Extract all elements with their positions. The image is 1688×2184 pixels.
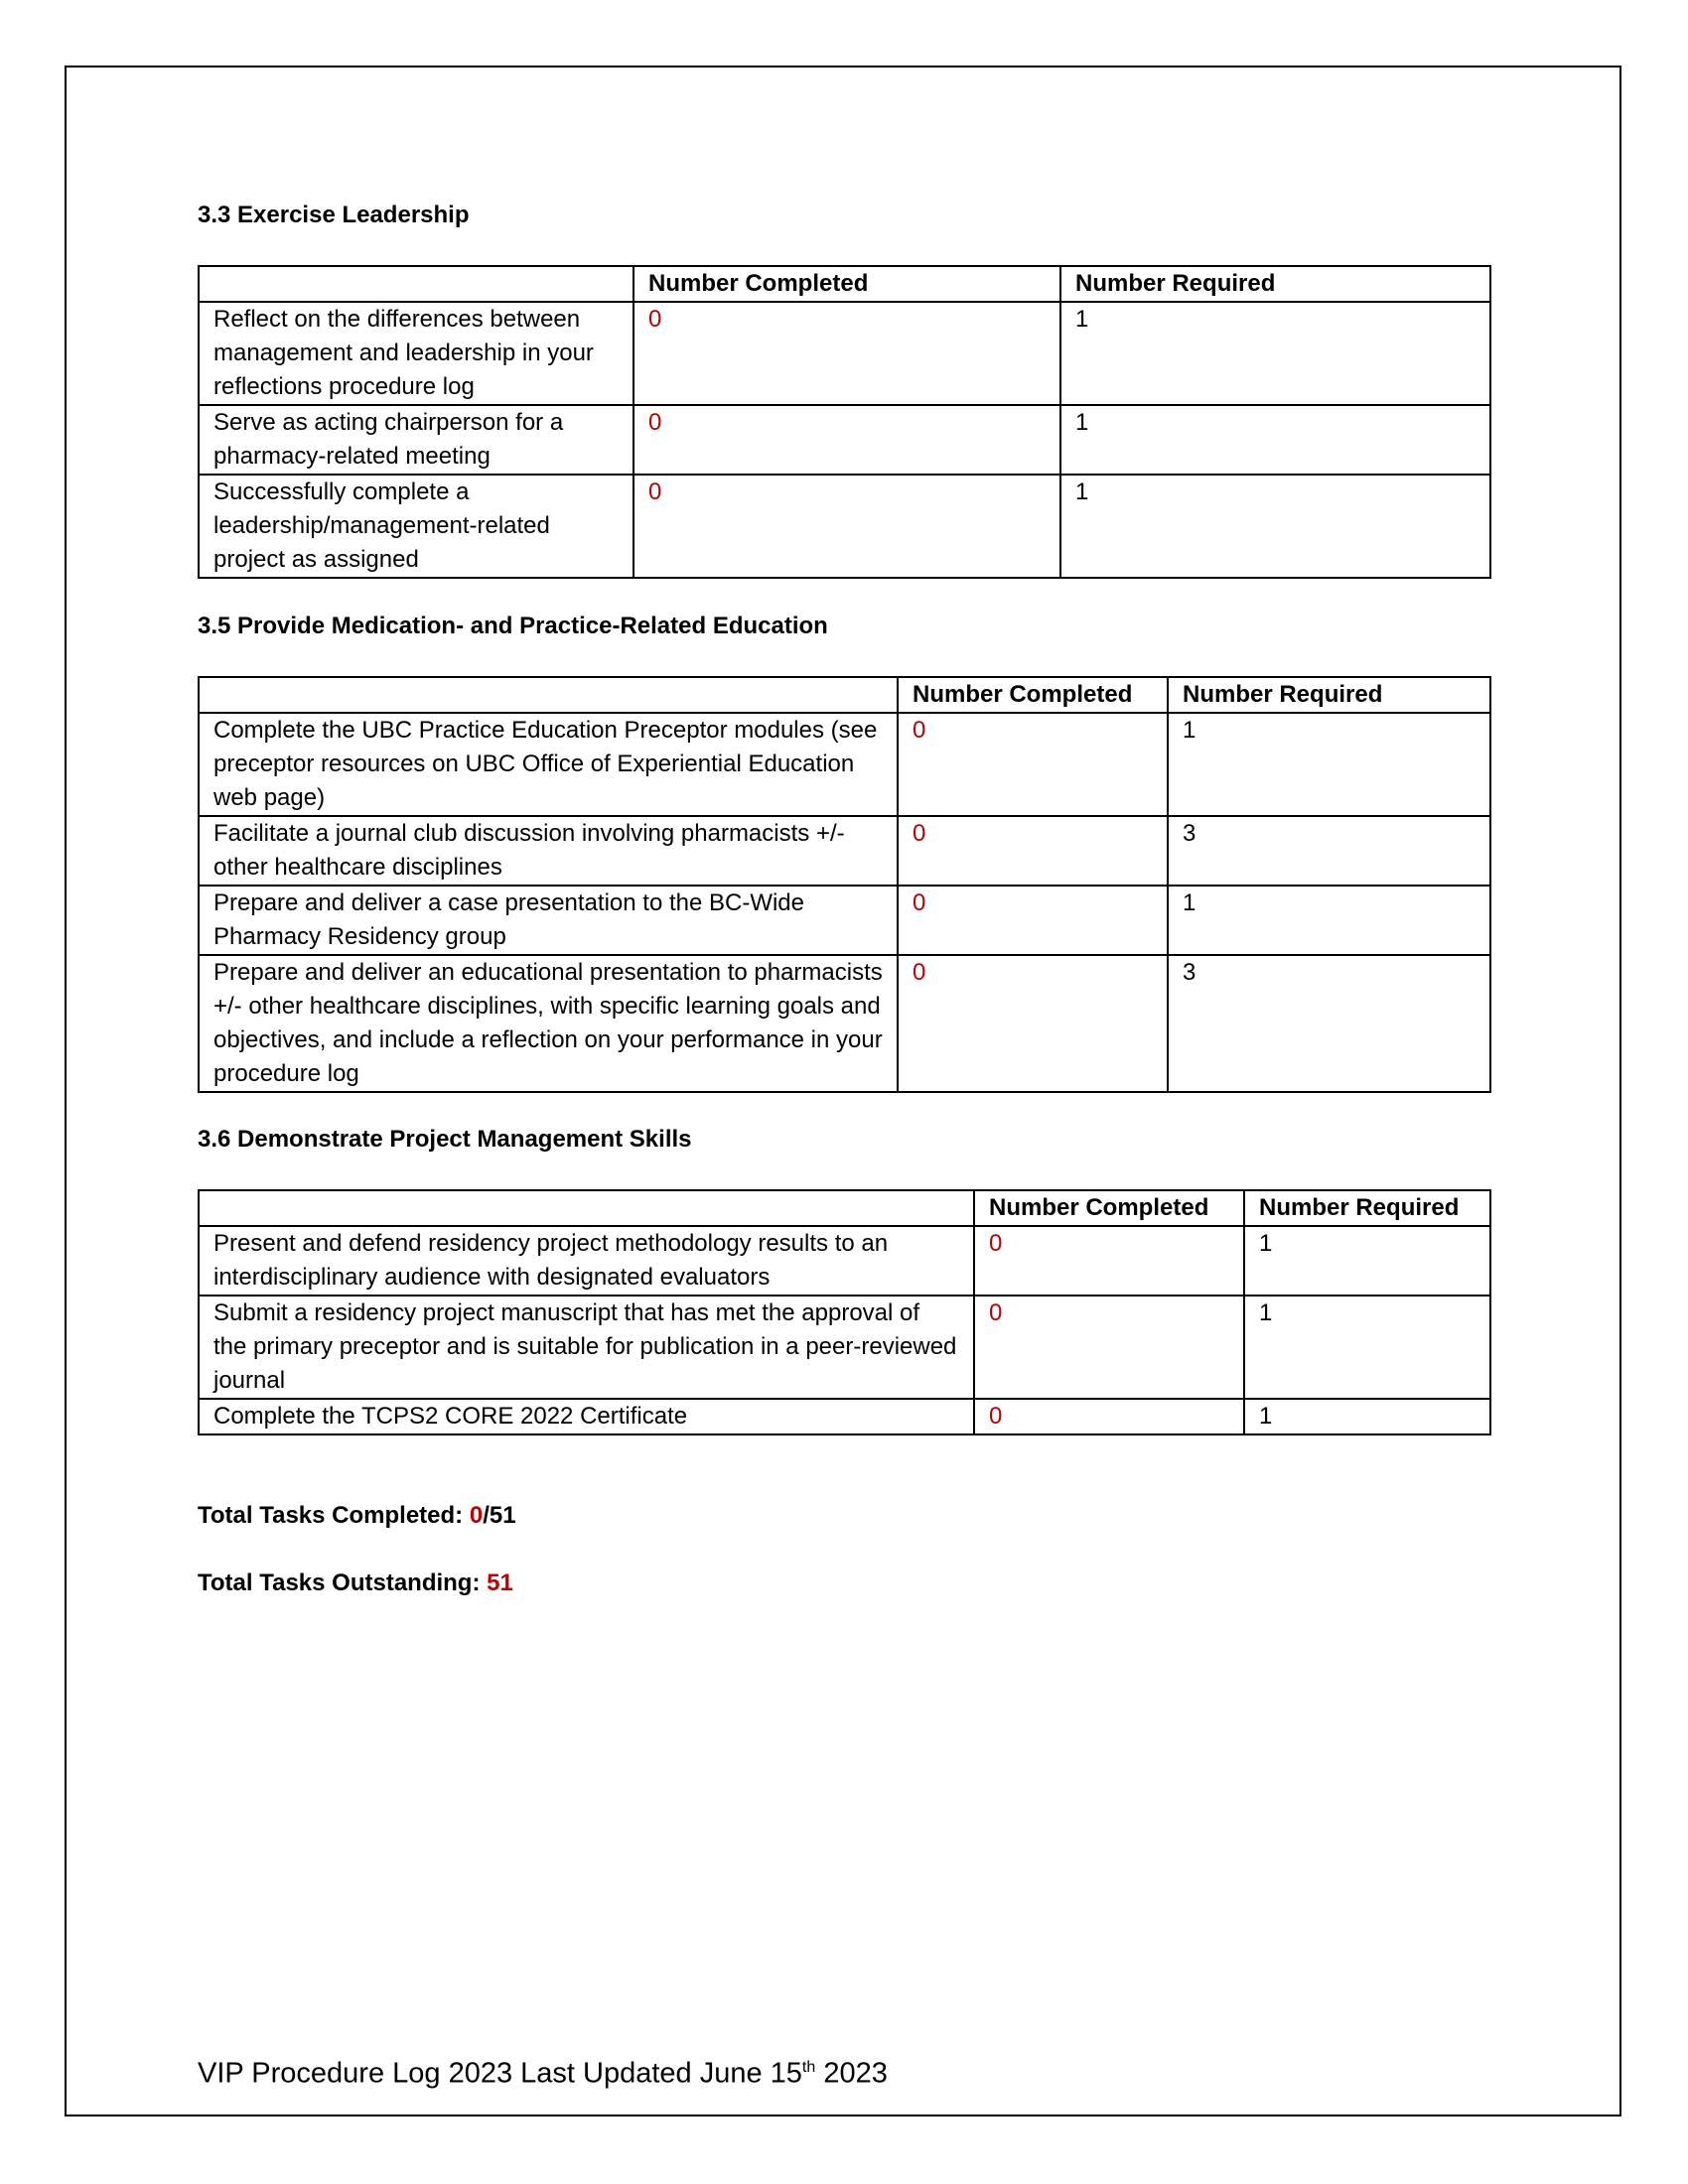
total-tasks-outstanding [198,1569,513,1598]
total-tasks-completed [198,1501,516,1531]
number-required: 1 [1060,302,1490,405]
table-row [199,816,1490,886]
number-completed: 0 [633,475,1060,578]
task-description: Facilitate a journal club discussion involving pharmacists +/- other healthcare disciplines [199,816,898,886]
table-header-row [199,677,1490,713]
page-footer [198,2050,888,2092]
number-required: 1 [1244,1226,1490,1296]
section-title-3-6: 3.6 Demonstrate Project Management Skills [198,1126,692,1153]
table-row [199,475,1490,578]
number-completed: 0 [898,713,1168,816]
number-completed: 0 [633,405,1060,475]
task-description: Serve as acting chairperson for a pharmacy-related meeting [199,405,633,475]
number-required: 1 [1060,405,1490,475]
footer-text: VIP Procedure Log 2023 Last Updated June 15 [198,2057,802,2090]
number-required: 1 [1060,475,1490,578]
table-header-row [199,266,1490,302]
total-completed-of: /51 [483,1502,516,1529]
header-number-completed: Number Completed [633,266,1060,302]
task-description: Prepare and deliver an educational presentation to pharmacists +/- other healthcare disciplines, with specific learning goals and objectives, and include a reflection on your performance in your procedure log [199,955,898,1092]
number-required: 1 [1168,886,1490,955]
task-description: Successfully complete a leadership/management-related project as assigned [199,475,633,578]
header-task [199,266,633,302]
number-required: 1 [1244,1399,1490,1434]
total-completed-value: 0 [469,1502,484,1529]
total-completed-label: Total Tasks Completed: [198,1502,470,1529]
number-completed: 0 [898,816,1168,886]
table-row [199,302,1490,405]
table-row [199,1226,1490,1296]
task-description: Submit a residency project manuscript that has met the approval of the primary preceptor and is suitable for publication in a peer-reviewed journal [199,1296,974,1399]
task-description: Complete the TCPS2 CORE 2022 Certificate [199,1399,974,1434]
number-required: 1 [1168,713,1490,816]
number-completed: 0 [898,886,1168,955]
number-completed: 0 [633,302,1060,405]
number-completed: 0 [898,955,1168,1092]
task-description: Complete the UBC Practice Education Preceptor modules (see preceptor resources on UBC Office of Experiential Education web page) [199,713,898,816]
table-row [199,886,1490,955]
section-title-3-3: 3.3 Exercise Leadership [198,202,470,228]
table-row [199,955,1490,1092]
header-number-required: Number Required [1244,1190,1490,1226]
table-header-row [199,1190,1490,1226]
total-outstanding-value: 51 [487,1570,513,1596]
table-row [199,405,1490,475]
header-number-required: Number Required [1168,677,1490,713]
number-required: 1 [1244,1296,1490,1399]
header-task [199,1190,974,1226]
section-title-3-5: 3.5 Provide Medication- and Practice-Related Education [198,613,828,639]
header-number-required: Number Required [1060,266,1490,302]
number-required: 3 [1168,816,1490,886]
header-number-completed: Number Completed [974,1190,1244,1226]
task-description: Reflect on the differences between management and leadership in your reflections procedure log [199,302,633,405]
table-row [199,1399,1490,1434]
footer-superscript: th [801,2059,816,2076]
table-row [199,1296,1490,1399]
number-completed: 0 [974,1399,1244,1434]
total-outstanding-label: Total Tasks Outstanding: [198,1570,488,1596]
header-number-completed: Number Completed [898,677,1168,713]
table-3-3 [198,265,1491,579]
table-3-5 [198,676,1491,1093]
table-row [199,713,1490,816]
task-description: Prepare and deliver a case presentation to the BC-Wide Pharmacy Residency group [199,886,898,955]
table-3-6 [198,1189,1491,1435]
number-completed: 0 [974,1296,1244,1399]
footer-year: 2023 [815,2057,888,2090]
header-task [199,677,898,713]
number-required: 3 [1168,955,1490,1092]
number-completed: 0 [974,1226,1244,1296]
task-description: Present and defend residency project methodology results to an interdisciplinary audience with designated evaluators [199,1226,974,1296]
